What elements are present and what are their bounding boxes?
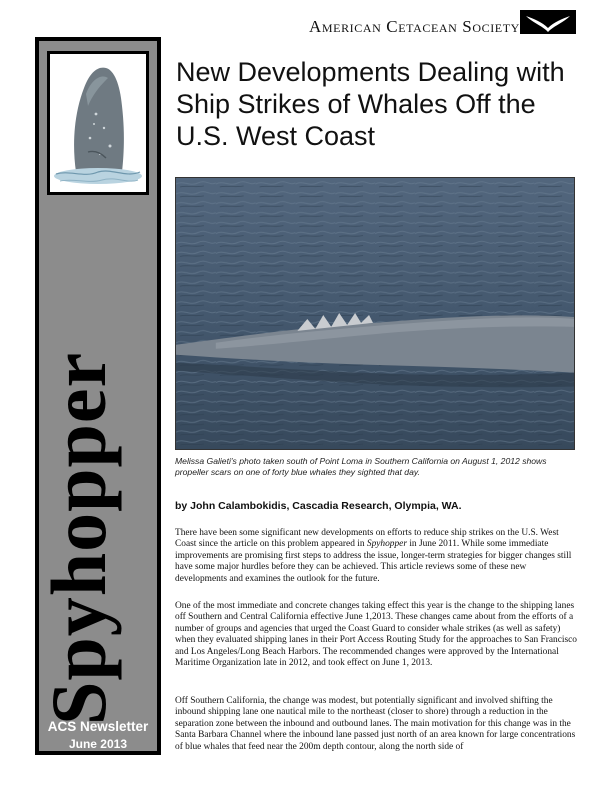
whale-tail-logo <box>520 10 576 34</box>
sidebar <box>35 37 161 755</box>
issue-date: June 2013 <box>68 737 128 751</box>
article-title: New Developments Dealing with Ship Strikes of Whales Off the U.S. West Coast <box>176 57 565 151</box>
publication-name: Spyhopper <box>366 539 407 550</box>
paragraph-1-part-b: in June 2011. While some immediate improvements are promising first steps to address the issue, longer-term strategies for bigger changes still have some major hurdles before they can be achieved. This article reviews some of these new developments and examines the outlook for the future. <box>175 539 572 584</box>
newsletter-label: ACS Newsletter <box>47 719 149 734</box>
paragraph-2: One of the most immediate and concrete changes taking effect this year is the change to the shipping lanes off Southern and Central California effective June 1,2013. These changes came about from the efforts of a number of groups and agencies that urged the Coast Guard to consider whale strikes (as well as safety) when they evaluated shipping lanes in their Port Access Routing Study for the approaches to San Francisco and Los Angeles/Long Beach Harbors. The recommended changes were approved by the International Maritime Organization late in 2012, and took effect on June 1, 2013. <box>175 601 577 669</box>
paragraph-1-part-a: There have been some significant new developments on efforts to reduce ship strikes on the U.S. West Coast since the article on this problem appeared in <box>175 528 559 550</box>
masthead-title: Spyhopper <box>35 351 122 725</box>
paragraph-1 <box>175 528 579 585</box>
organization-name: American Cetacean Society <box>309 17 520 36</box>
paragraph-3: Off Southern California, the change was modest, but potentially significant and involved shifting the inbound shipping lane one nautical mile to the northeast (closer to shore) through a reduction in the separation zone between the inbound and outbound lanes. The main motivation for this change was in the Santa Barbara Channel where the inbound lane passed just north of an area known for large concentrations of blue whales that feed near the 200m depth contour, along the north side of <box>175 696 576 752</box>
whale-photo <box>175 177 575 450</box>
article-byline: by John Calambokidis, Cascadia Research, Olympia, WA. <box>175 500 462 512</box>
spyhopping-whale-illustration <box>47 51 149 195</box>
photo-caption: Melissa Galieti's photo taken south of Point Loma in Southern California on August 1, 2012 shows propeller scars on one of forty blue whales they sighted that day. <box>175 456 547 477</box>
